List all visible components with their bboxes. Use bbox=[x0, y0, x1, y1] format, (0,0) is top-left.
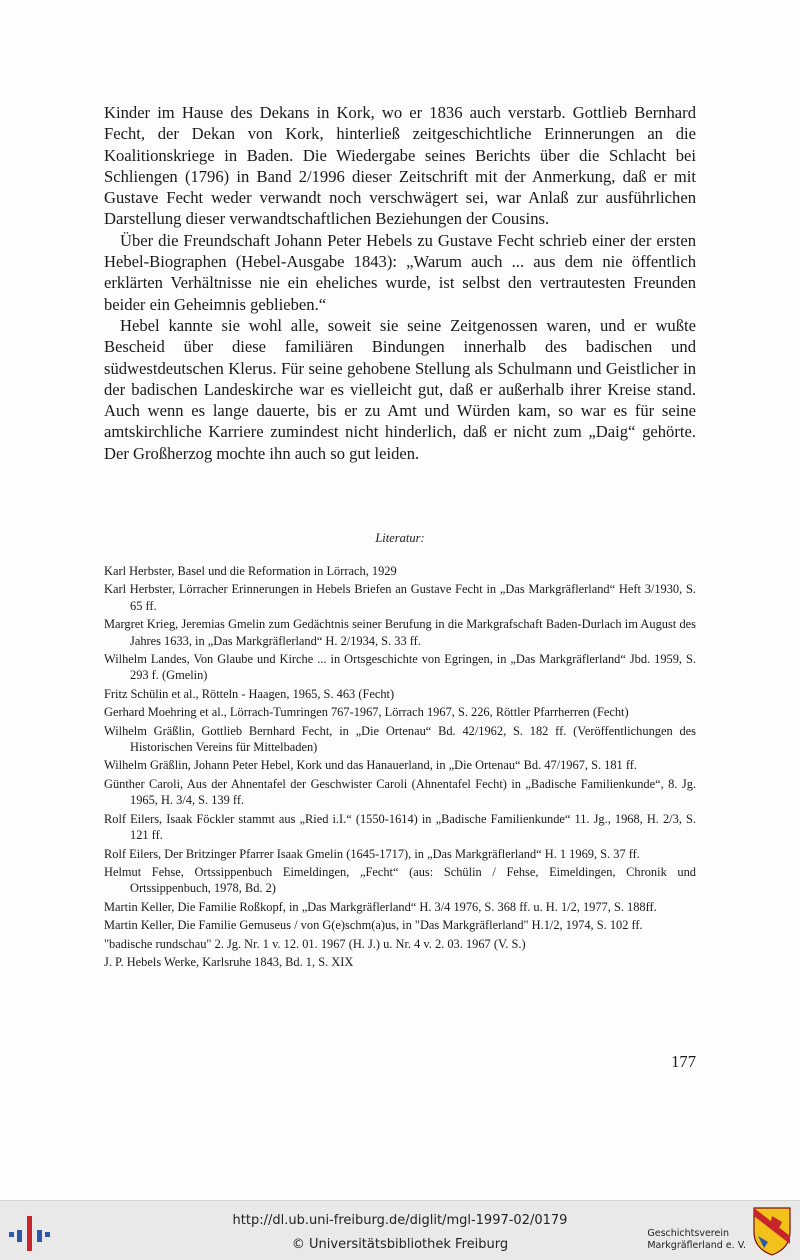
literature-heading: Literatur: bbox=[375, 531, 425, 545]
reference-item: Fritz Schülin et al., Rötteln - Haagen, 1965, S. 463 (Fecht) bbox=[104, 686, 395, 701]
paragraph: Über die Freundschaft Johann Peter Hebels zu Gustave Fecht schrieb einer der ersten Hebel-Biographen (Hebel-Ausgabe 1843): „Warum auch ... aus dem nie öffentlich erklärten Verhältnisse nie ein eheliches wurde, ist selbst den vertrautesten Freunden beider ein Geheimnis geblieben.“ bbox=[104, 230, 696, 314]
reference-item: Gerhard Moehring et al., Lörrach-Tumringen 767-1967, Lörrach 1967, S. 226, Röttler Pfarrherren (Fecht) bbox=[104, 705, 629, 720]
reference-item: Margret Krieg, Jeremias Gmelin zum Gedächtnis seiner Berufung in die Markgrafschaft Baden-Durlach im August des Jahres 1633, in „Das Markgräflerland“ H. 2/1934, S. 33 ff. bbox=[104, 617, 696, 648]
page-number: 177 bbox=[671, 1052, 696, 1071]
reference-item: Rolf Eilers, Der Britzinger Pfarrer Isaak Gmelin (1645-1717), in „Das Markgräflerland“ H. 1 1969, S. 37 ff. bbox=[104, 846, 640, 861]
reference-list bbox=[104, 563, 696, 972]
reference-item: Helmut Fehse, Ortssippenbuch Eimeldingen, „Fecht“ (aus: Schülin / Fehse, Eimeldingen, Chronik und Ortssippenbuch, 1978, Bd. 2) bbox=[104, 864, 696, 896]
reference-item: Wilhelm Gräßlin, Johann Peter Hebel, Kork und das Hanauerland, in „Die Ortenau“ Bd. 47/1967, S. 181 ff. bbox=[104, 758, 637, 773]
reference-item: Karl Herbster, Lörracher Erinnerungen in Hebels Briefen an Gustave Fecht in „Das Markgräflerland“ Heft 3/1930, S. 65 ff. bbox=[104, 582, 696, 613]
paragraph: Hebel kannte sie wohl alle, soweit sie seine Zeitgenossen waren, und er wußte Bescheid über diese familiären Bindungen innerhalb des badischen und südwestdeutschen Klerus. Für seine gehobene Stellung als Schulmann und Geistlicher in der badischen Landeskirche war es vielleicht gut, daß er außerhalb ihrer Kreise stand. Auch wenn es lange dauerte, bis er zu Amt und Würden kam, so war es für seine amtskirchliche Karriere zumindest nicht hinderlich, daß er nicht zum „Daig“ gehörte. Der Großherzog mochte ihn auch so gut leiden. bbox=[104, 315, 696, 463]
footer-url-link[interactable]: http://dl.ub.uni-freiburg.de/diglit/mgl-1997-02/0179 bbox=[232, 1213, 568, 1228]
footer-copyright: © Universitätsbibliothek Freiburg bbox=[291, 1237, 509, 1252]
paragraph: Kinder im Hause des Dekans in Kork, wo er 1836 auch verstarb. Gottlieb Bernhard Fecht, der Dekan von Kork, hinterließ zeitgeschichtliche Erinnerungen an die Koalitionskriege in Baden. Die Wiedergabe seines Berichts über die Schlacht bei Schliengen (1796) in Band 2/1996 dieser Zeitschrift mit der Anmerkung, daß er mit Gustave Fecht weder verwandt noch verschwägert sei, war Anlaß zur ausführlichen Darstellung dieser verwandtschaftlichen Beziehungen der Cousins. bbox=[104, 103, 696, 229]
society-name-line: Geschichtsverein bbox=[647, 1228, 729, 1239]
reference-item: Wilhelm Landes, Von Glaube und Kirche ... in Ortsgeschichte von Egringen, in „Das Markgräflerland“ Jbd. 1959, S. 293 f. (Gmelin) bbox=[104, 652, 696, 683]
reference-item: Karl Herbster, Basel und die Reformation in Lörrach, 1929 bbox=[104, 564, 397, 578]
reference-item: Rolf Eilers, Isaak Föckler stammt aus „Ried i.I.“ (1550-1614) in „Badische Familienkunde“ 11. Jg., 1968, H. 2/3, S. 121 ff. bbox=[104, 811, 696, 843]
footer-bar bbox=[0, 1200, 800, 1260]
reference-item: J. P. Hebels Werke, Karlsruhe 1843, Bd. 1, S. XIX bbox=[104, 954, 354, 969]
reference-item: Martin Keller, Die Familie Roßkopf, in „Das Markgräflerland“ H. 3/4 1976, S. 368 ff. u. H. 1/2, 1977, S. 188ff. bbox=[104, 899, 657, 914]
reference-item: Wilhelm Gräßlin, Gottlieb Bernhard Fecht, in „Die Ortenau“ Bd. 42/1962, S. 182 ff. (Veröffentlichungen des Historischen Vereins für Mittelbaden) bbox=[104, 723, 696, 755]
reference-item: Günther Caroli, Aus der Ahnentafel der Geschwister Caroli (Ahnentafel Fecht) in „Badische Familienkunde“, 8. Jg. 1965, H. 3/4, S. 139 ff. bbox=[104, 776, 696, 808]
reference-item: "badische rundschau" 2. Jg. Nr. 1 v. 12. 01. 1967 (H. J.) u. Nr. 4 v. 2. 03. 1967 (V. S.) bbox=[104, 936, 526, 951]
coat-of-arms-icon[interactable] bbox=[752, 1206, 792, 1256]
society-name[interactable] bbox=[647, 1228, 746, 1252]
society-name-line: Markgräflerland e. V. bbox=[647, 1240, 746, 1251]
reference-item: Martin Keller, Die Familie Gemuseus / von G(e)schm(a)us, in "Das Markgräflerland" H.1/2, 1974, S. 102 ff. bbox=[104, 918, 643, 933]
body-text bbox=[104, 102, 696, 464]
